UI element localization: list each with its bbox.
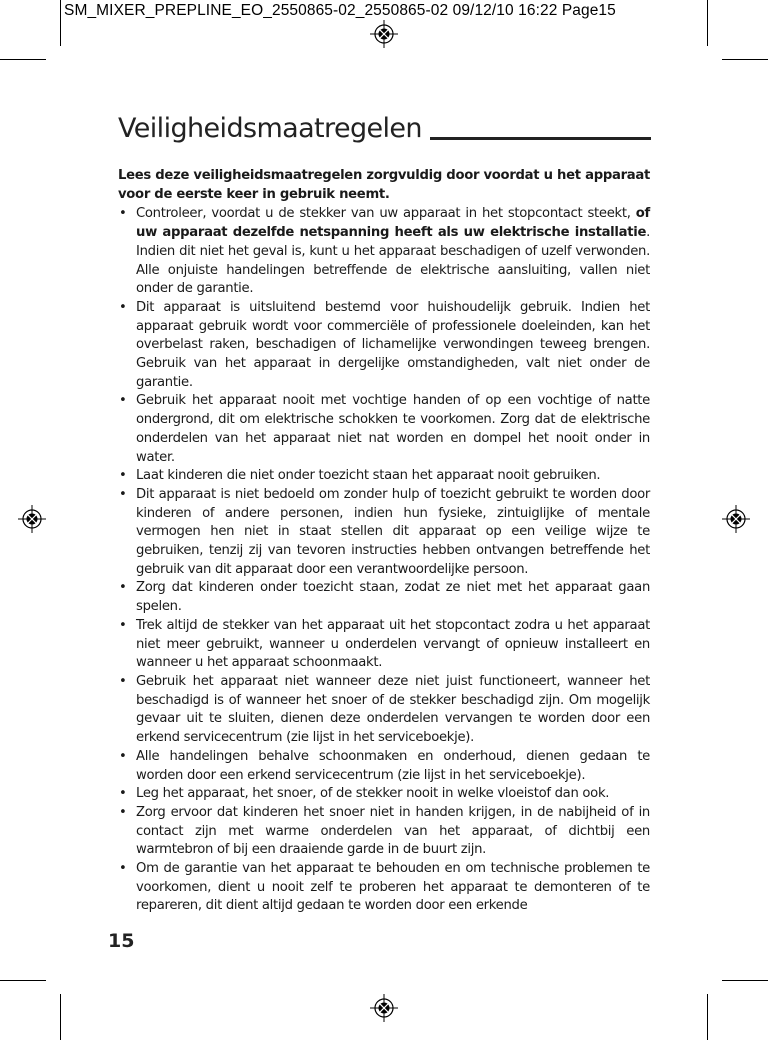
page-number: 15: [108, 930, 135, 952]
list-item: • Om de garantie van het apparaat te behouden en om technische problemen te voorkomen, dient u nooit zelf te proberen het apparaat te demonteren of te repareren, dit dient altijd gedaan te worden door een erkende: [118, 860, 650, 916]
registration-mark-top-icon: [370, 20, 398, 48]
list-item: • Trek altijd de stekker van het apparaat uit het stopcontact zodra u het apparaat niet meer gebruikt, wanneer u onderdelen vervangt of opnieuw installeert en wanneer u het apparaat schoonmaakt.: [118, 617, 650, 673]
crop-mark-bottom-right-v: [707, 994, 708, 1040]
list-item: • Dit apparaat is niet bedoeld om zonder hulp of toezicht gebruikt te worden door kinderen of andere personen, indien hun fysieke, zintuiglijke of mentale vermogen hen niet in staat stellen dit apparaat op een veilige wijze te gebruiken, tenzij zij van tevoren instructies hebben ontvangen betreffende het gebruik van dit apparaat door een verantwoordelijke persoon.: [118, 486, 650, 580]
registration-mark-left-icon: [18, 505, 46, 533]
instruction-list: [118, 205, 650, 916]
intro-paragraph: Lees deze veiligheidsmaatregelen zorgvuldig door voordat u het apparaat voor de eerste keer in gebruik neemt.: [118, 168, 650, 202]
title-underline: [430, 137, 651, 140]
crop-mark-top-left-h: [0, 59, 46, 60]
list-item: • Leg het apparaat, het snoer, of de stekker nooit in welke vloeistof dan ook.: [118, 785, 650, 804]
crop-mark-top-right-v: [707, 0, 708, 46]
crop-mark-bottom-left-v: [60, 994, 61, 1040]
registration-mark-right-icon: [722, 505, 750, 533]
crop-mark-bottom-right-h: [722, 980, 768, 981]
item-text-after: . Indien dit niet het geval is, kunt u het apparaat beschadigen of uzelf verwonden. Alle onjuiste handelingen betreffende de elektrische aansluiting, vallen niet onder de garantie.: [136, 225, 650, 297]
item-text-emphasis: of uw apparaat dezelfde netspanning heeft als uw elektrische installatie: [136, 206, 650, 241]
list-item: • Alle handelingen behalve schoonmaken en onderhoud, dienen gedaan te worden door een erkend servicecentrum (zie lijst in het serviceboekje).: [118, 748, 650, 785]
list-item: • Gebruik het apparaat niet wanneer deze niet juist functioneert, wanneer het beschadigd is of wanneer het snoer of de stekker beschadigd zijn. Om mogelijk gevaar uit te sluiten, dienen deze onderdelen vervangen te worden door een erkend servicecentrum (zie lijst in het serviceboekje).: [118, 673, 650, 748]
heading-row: [118, 112, 651, 146]
list-item: [118, 205, 650, 299]
list-item: • Dit apparaat is uitsluitend bestemd voor huishoudelijk gebruik. Indien het apparaat gebruik wordt voor commerciële of professionele doeleinden, kan het overbelast raken, beschadigen of lichamelijke verwondingen teweeg brengen. Gebruik van het apparaat in dergelijke omstandigheden, valt niet onder de garantie.: [118, 299, 650, 393]
safety-instructions: [118, 167, 650, 916]
list-item: • Laat kinderen die niet onder toezicht staan het apparaat nooit gebruiken.: [118, 467, 650, 486]
list-item: • Zorg dat kinderen onder toezicht staan, zodat ze niet met het apparaat gaan spelen.: [118, 579, 650, 616]
list-item: • Gebruik het apparaat nooit met vochtige handen of op een vochtige of natte ondergrond, dit om elektrische schokken te voorkomen. Zorg dat de elektrische onderdelen van het apparaat niet nat worden en dompel het nooit onder in water.: [118, 392, 650, 467]
crop-mark-top-left-v: [60, 0, 61, 46]
registration-mark-bottom-icon: [370, 994, 398, 1022]
crop-mark-bottom-left-h: [0, 980, 46, 981]
page-title: Veiligheidsmaatregelen: [118, 113, 422, 144]
crop-mark-top-right-h: [722, 59, 768, 60]
item-text-before: Controleer, voordat u de stekker van uw apparaat in het stopcontact steekt,: [136, 206, 636, 222]
print-slug: SM_MIXER_PREPLINE_EO_2550865-02_2550865-02 09/12/10 16:22 Page15: [64, 2, 616, 19]
list-item: • Zorg ervoor dat kinderen het snoer niet in handen krijgen, in de nabijheid of in contact zijn met warme onderdelen van het apparaat, of dichtbij een warmtebron of bij een draaiende garde in de buurt zijn.: [118, 804, 650, 860]
